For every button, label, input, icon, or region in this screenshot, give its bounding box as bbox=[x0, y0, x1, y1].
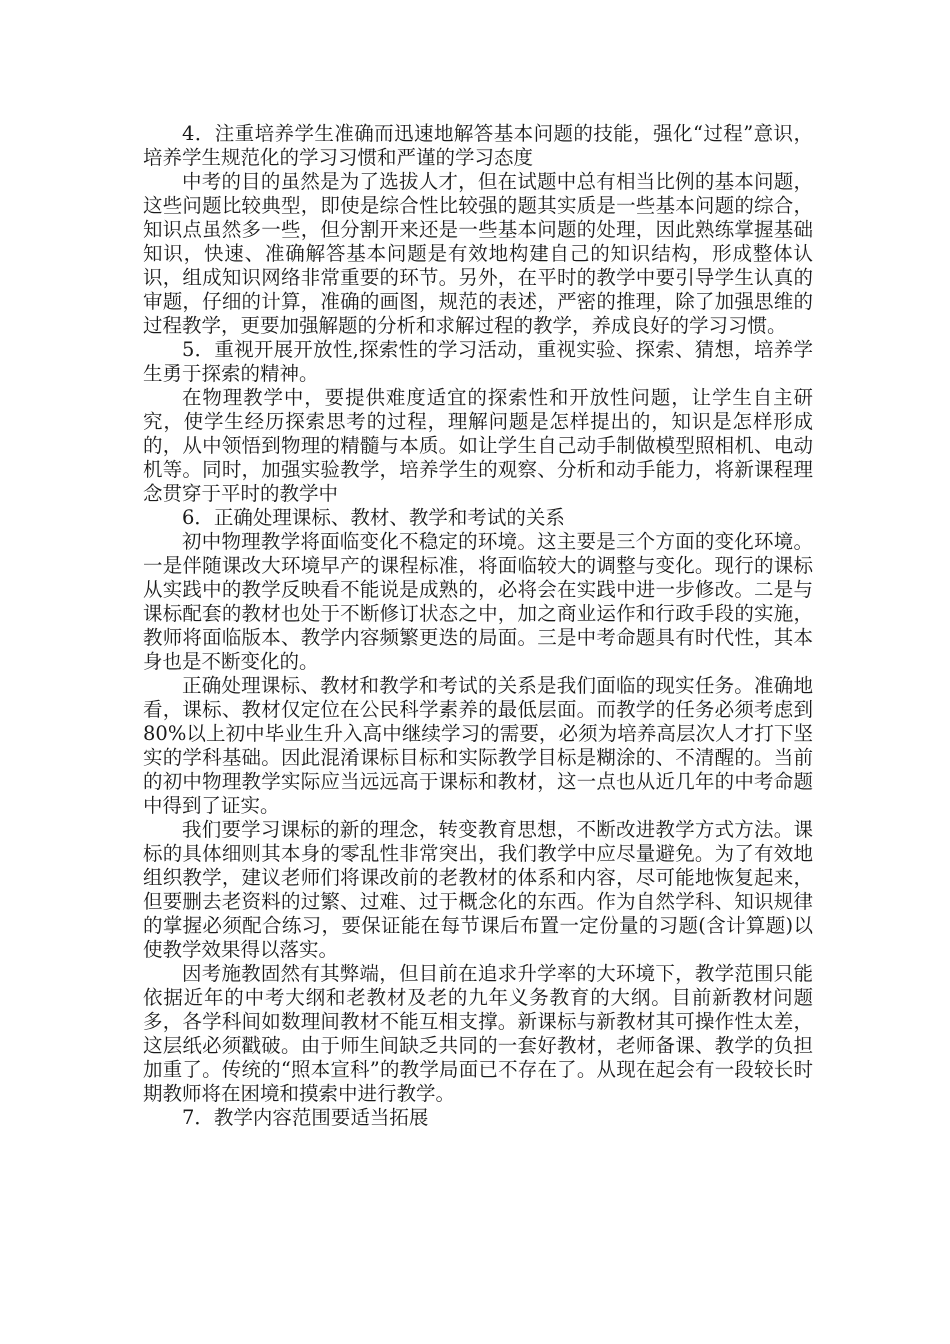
body-paragraph: 因考施教固然有其弊端，但目前在追求升学率的大环境下，教学范围只能依据近年的中考大纲和老教材及老的九年义务教育的大纲。目前新教材问题多，各学科间如数理间教材不能互相支撑。新课标与新教材其可操作性太差，这层纸必须戳破。由于师生间缺乏共同的一套好教材，老师备课、教学的负担加重了。传统的“照本宣科”的教学局面已不存在了。从现在起会有一段较长时期教师将在困境和摸索中进行教学。 bbox=[143, 962, 813, 1105]
section-heading-6: 6．正确处理课标、教材、教学和考试的关系 bbox=[182, 506, 565, 529]
body-paragraph: 我们要学习课标的新的理念，转变教育思想，不断改进教学方式方法。课标的具体细则其本身的零乱性非常突出，我们教学中应尽量避免。为了有效地组织教学，建议老师们将课改前的老教材的体系和内容，尽可能地恢复起来，但要删去老资料的过繁、过难、过于概念化的东西。作为自然学科、知识规律的掌握必须配合练习，要保证能在每节课后布置一定份量的习题(含计算题)以使教学效果得以落实。 bbox=[143, 818, 813, 961]
body-paragraph: 正确处理课标、教材和教学和考试的关系是我们面临的现实任务。准确地看，课标、教材仅定位在公民科学素养的最低层面。而教学的任务必须考虑到80%以上初中毕业生升入高中继续学习的需要，必须为培养高层次人才打下坚实的学科基础。因此混淆课标目标和实际教学目标是糊涂的、不清醒的。当前的初中物理教学实际应当远远高于课标和教材，这一点也从近几年的中考命题中得到了证实。 bbox=[143, 674, 813, 817]
section-heading-7: 7．教学内容范围要适当拓展 bbox=[182, 1106, 429, 1129]
document-page bbox=[143, 122, 813, 1130]
section-heading-5: 5．重视开展开放性,探索性的学习活动，重视实验、探索、猜想，培养学生勇于探索的精神。 bbox=[143, 338, 813, 385]
section-heading-4: 4．注重培养学生准确而迅速地解答基本问题的技能，强化“过程”意识，培养学生规范化的学习习惯和严谨的学习态度 bbox=[143, 122, 813, 169]
body-paragraph: 中考的目的虽然是为了选拔人才，但在试题中总有相当比例的基本问题，这些问题比较典型，即使是综合性比较强的题其实质是一些基本问题的综合，知识点虽然多一些，但分割开来还是一些基本问题的处理，因此熟练掌握基础知识，快速、准确解答基本问题是有效地构建自己的知识结构，形成整体认识，组成知识网络非常重要的环节。另外，在平时的教学中要引导学生认真的审题，仔细的计算，准确的画图，规范的表述，严密的推理，除了加强思维的过程教学，更要加强解题的分析和求解过程的教学，养成良好的学习习惯。 bbox=[143, 170, 813, 337]
body-paragraph: 初中物理教学将面临变化不稳定的环境。这主要是三个方面的变化环境。一是伴随课改大环境早产的课程标准，将面临较大的调整与变化。现行的课标从实践中的教学反映看不能说是成熟的，必将会在实践中进一步修改。二是与课标配套的教材也处于不断修订状态之中，加之商业运作和行政手段的实施，教师将面临版本、教学内容频繁更迭的局面。三是中考命题具有时代性，其本身也是不断变化的。 bbox=[143, 530, 813, 673]
body-paragraph: 在物理教学中，要提供难度适宜的探索性和开放性问题，让学生自主研究，使学生经历探索思考的过程，理解问题是怎样提出的，知识是怎样形成的，从中领悟到物理的精髓与本质。如让学生自己动手制做模型照相机、电动机等。同时，加强实验教学，培养学生的观察、分析和动手能力，将新课程理念贯穿于平时的教学中 bbox=[143, 386, 813, 505]
